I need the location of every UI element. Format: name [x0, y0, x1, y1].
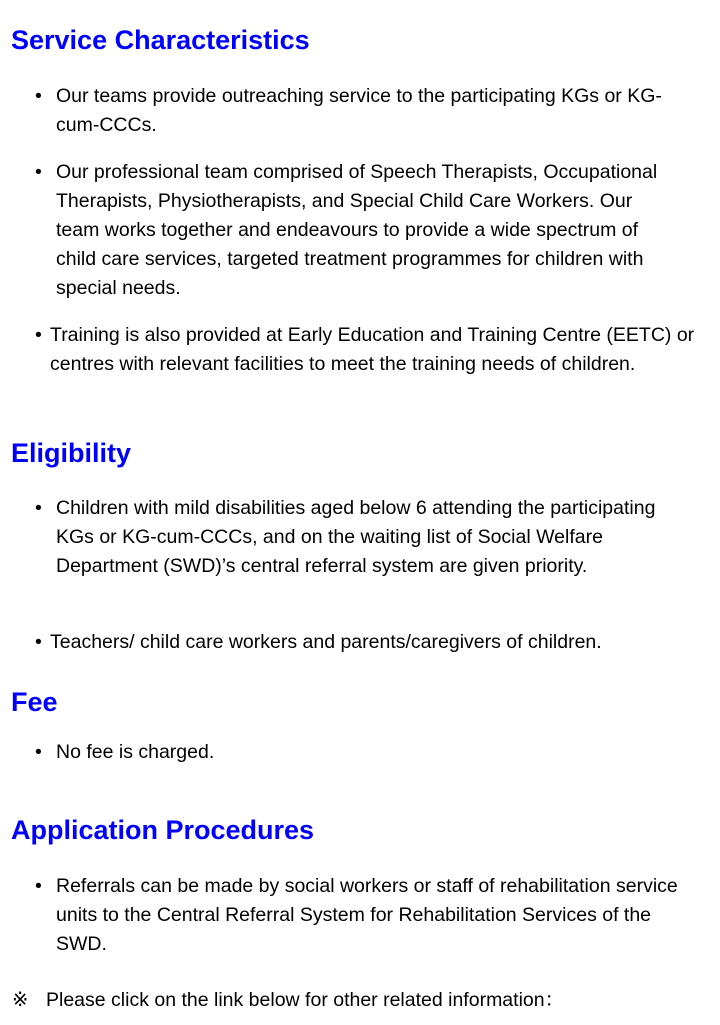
fee-item-text: No fee is charged. — [56, 741, 215, 763]
service-item-text: Training is also provided at Early Education and Training Centre (EETC) or centres with relevant facilities to meet the training needs of children. — [50, 324, 695, 375]
service-item-1 — [35, 82, 695, 140]
bullet-icon: • — [35, 324, 42, 346]
eligibility-heading: Eligibility — [11, 438, 132, 468]
eligibility-item-2 — [35, 628, 715, 657]
fee-heading: Fee — [11, 687, 58, 717]
related-info-note — [12, 986, 564, 1015]
bullet-icon: • — [35, 875, 42, 897]
service-item-2 — [35, 158, 675, 303]
eligibility-item-text: Teachers/ child care workers and parents/caregivers of children. — [50, 631, 602, 653]
bullet-icon: • — [35, 631, 42, 653]
eligibility-item-text: Children with mild disabilities aged below 6 attending the participating KGs or KG-cum-CCCs, and on the waiting list of Social Welfare Department (SWD)’s central referral system are given priority. — [56, 497, 656, 577]
service-characteristics-heading: Service Characteristics — [11, 25, 310, 55]
bullet-icon: • — [35, 85, 42, 107]
service-item-text: Our teams provide outreaching service to the participating KGs or KG-cum-CCCs. — [56, 85, 662, 136]
fee-item-1 — [35, 738, 695, 767]
application-item-text: Referrals can be made by social workers or staff of rehabilitation service units to the Central Referral System for Rehabilitation Services of the SWD. — [56, 875, 678, 955]
service-item-text: Our professional team comprised of Speech Therapists, Occupational Therapists, Physiotherapists, and Special Child Care Workers. Our team works together and endeavours to provide a wide spectrum of child care services, targeted treatment programmes for children with special needs. — [56, 161, 658, 299]
related-info-note-text: Please click on the link below for other related information： — [46, 989, 565, 1011]
eligibility-item-1 — [35, 494, 685, 581]
reference-mark-icon: ※ — [12, 989, 29, 1011]
bullet-icon: • — [35, 161, 42, 183]
bullet-icon: • — [35, 497, 42, 519]
bullet-icon: • — [35, 741, 42, 763]
service-item-3 — [35, 321, 695, 379]
application-item-1 — [35, 872, 700, 959]
application-procedures-heading: Application Procedures — [11, 815, 315, 845]
